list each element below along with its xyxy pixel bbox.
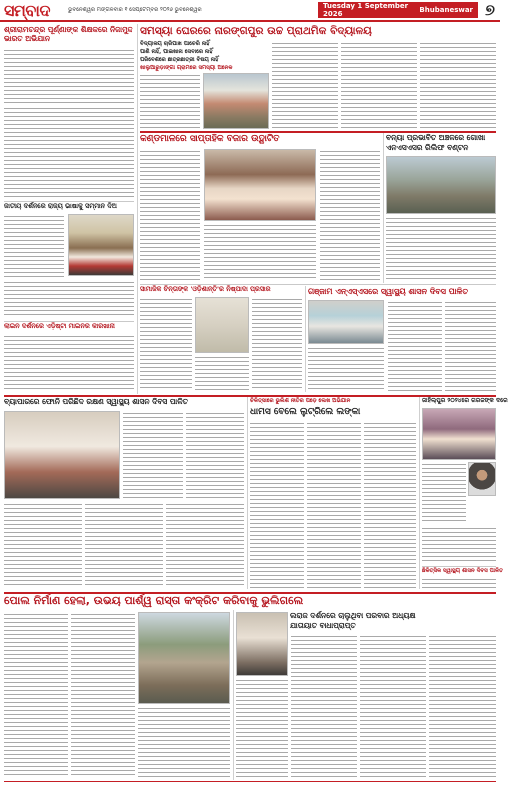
- left-top-body-2: [4, 106, 134, 198]
- bridge-photo: [138, 612, 230, 704]
- bridge-body-3: [138, 706, 230, 778]
- market-body-2: [204, 223, 316, 281]
- assembly-headline: ଜାହିଲ୍ପୁର ୨୦୨୪ରେ ଗରଜଙ୍କ ଦରେ: [422, 397, 508, 404]
- rescue-body-3: [364, 421, 416, 589]
- rescue-body-2: [307, 421, 361, 589]
- business-headline: ବ୍ୟାପାରରେ ଫୋନି ପରିଛିଦ ରକ୍ଷଣ ସ୍ୱାସ୍ଥ୍ୟ ଶାସନ ଦିବସ ପାଳିତ: [4, 397, 189, 406]
- small-right-headline: ଛିକିତ୍ସିକ ସ୍ୱାସ୍ଥ୍ୟ ଶାସନ ଦିବସ ପାଳିତ: [422, 568, 503, 574]
- flood-body: [386, 216, 496, 282]
- left-top-body: [4, 48, 134, 104]
- masthead: [0, 0, 500, 22]
- person-photo: [468, 462, 496, 496]
- train-body-4: [429, 634, 496, 778]
- business-photo: [4, 411, 120, 499]
- market-body-3: [320, 149, 380, 281]
- left-mid-body-2: [4, 280, 134, 318]
- left-top-headline: ଶ୍ରୀରାମଚନ୍ଦ୍ର ପୂର୍ଣ୍ଣାଙ୍କ ଶିକ୍ଷକରେ ନିଜାମୁଦ୍ଦ ଭାରତ ଅଭିଯାନ: [4, 25, 133, 43]
- health-body-2: [388, 300, 442, 392]
- stage-photo: [422, 408, 496, 460]
- column-divider: [233, 610, 234, 780]
- clean-body-3: [195, 355, 249, 391]
- school-body-2: [272, 41, 338, 129]
- page-number: ୭: [485, 0, 495, 19]
- clean-headline: ସାମାଜିକ ଚିନ୍ତାଙ୍କ 'ଓଡ଼ିଶାନ୍ତି'ର ନିଷ୍ପାଦା ପ୍ରସାର: [140, 285, 271, 293]
- health-photo: [308, 300, 384, 344]
- school-subhead-1: ବିଦ୍ୟାଳୟ ଚାରିପାଖ ପାଚେରି ନାହିଁ: [140, 41, 210, 47]
- column-divider: [305, 286, 306, 392]
- clean-body-2: [252, 297, 302, 391]
- meeting-photo-left: [68, 214, 134, 276]
- flood-headline: ବନ୍ୟା ପ୍ରଭାବିତ ଅଞ୍ଚଳରେ ଗୋଖା: [386, 133, 486, 142]
- market-headline: କଣ୍ଡମାଳରେ ସାପ୍ତାହିକ ବଜାର ଉଦ୍ଘାଟିତ: [140, 134, 280, 144]
- rescue-headline: ଧାମସ ବେଲେ ଲୁଟ୍ରିଲେ ଲଙ୍କା: [250, 407, 361, 417]
- small-right-body: [422, 577, 496, 589]
- rescue-body-1: [250, 421, 304, 589]
- column-divider: [247, 397, 248, 589]
- train-photo: [236, 612, 288, 676]
- school-photo: [203, 73, 269, 129]
- rescue-kicker: ଚିକିତ୍ସାରେ ଭୁଲିଶ ନୀତିର ପଡ଼େ ଲେଖ ଅଭିଯାନ: [250, 398, 351, 404]
- clean-photo: [195, 297, 249, 353]
- school-subhead-2: ପାଣି ନାହିଁ, ପାଇଖାନା ସେବାରେ ନାହିଁ: [140, 49, 213, 55]
- school-byline: ଖାଲୁଆରୁଡ଼ାଙ୍ଗା ଗ୍ରାମରେ ସମସ୍ୟା ଅନେକ: [140, 65, 233, 71]
- business-body-3: [4, 502, 82, 588]
- assembly-body-2: [422, 526, 496, 564]
- school-body-3: [341, 41, 417, 129]
- school-subhead-3: ପରିବେଶରେ ଛାତ୍ରଛାତ୍ରୀ ବିଷୟ ନାହିଁ: [140, 57, 219, 63]
- business-body-1: [123, 411, 183, 499]
- assembly-body: [422, 462, 466, 524]
- left-low-body: [4, 334, 134, 392]
- flood-headline-2: ଏନଏସଏସର ରିଲିଫ ବଣ୍ଟନ: [386, 143, 469, 152]
- page-bottom-rule: [4, 781, 496, 782]
- health-body-1: [308, 346, 384, 392]
- issue-info: ଭୁବନେଶ୍ୱର ମଙ୍ଗଳବାର ୧ ସେପ୍ଟେମ୍ବର ୨୦୨୬ ଭୁବନେଶ୍ୱର: [68, 7, 202, 13]
- bridge-body-1: [4, 612, 68, 778]
- left-mid-headline: ଜାତୀୟ ଦର୍ଶନରେ ରାଜ୍ୟ ଭାଷାକୁ ସମ୍ମାନ ଦିଅ: [4, 202, 117, 210]
- date-strip: [318, 2, 478, 18]
- business-body-4: [85, 502, 163, 588]
- school-body-4: [420, 41, 496, 129]
- train-body-1: [236, 678, 288, 778]
- health-body-3: [445, 300, 496, 392]
- column-divider: [419, 397, 420, 589]
- city-english: Bhubaneswar: [419, 6, 473, 14]
- rule: [422, 566, 496, 567]
- school-body-1: [140, 73, 200, 129]
- left-mid-body: [4, 214, 64, 278]
- train-headline-2: ଯାତାୟାତ ବାଧାପ୍ରାପ୍ତ: [290, 621, 356, 630]
- market-body-1: [140, 149, 200, 281]
- bridge-body-2: [71, 612, 135, 778]
- column-divider: [137, 24, 138, 394]
- market-photo: [204, 149, 316, 221]
- flood-photo: [386, 156, 496, 214]
- health-headline: ଗଞ୍ଜାମ ଏନ୍ଏସ୍‌ଏସରେ ସ୍ୱାସ୍ଥ୍ୟ ଶାସନ ଦିବସ ପାଳିତ: [308, 287, 469, 296]
- column-divider: [383, 133, 384, 283]
- school-headline: ସମସ୍ୟା ଘେରରେ ନାରଙ୍ଗପୁର ଉଚ୍ଚ ପ୍ରାଥମିକ ବିଦ୍ୟାଳୟ: [140, 25, 372, 37]
- newspaper-logo: ସମ୍ବାଦ: [4, 1, 50, 20]
- clean-body-1: [140, 297, 192, 391]
- train-body-3: [360, 634, 426, 778]
- left-low-headline: ଲାଇନ ଦର୍ଶନରେ ଏଡ଼ିଷ୍ଟା ମାଇନର କାରଖାନା: [4, 322, 115, 330]
- business-body-2: [186, 411, 244, 499]
- date-english: Tuesday 1 September 2026: [323, 2, 409, 18]
- train-body-2: [291, 634, 357, 778]
- train-headline: ଲରାଜ ଦର୍ଶନରେ ଚାଲୁଥିବା ପରବାର ଅଧ୍ୟକ୍ଷ: [290, 611, 416, 620]
- bridge-headline: ପୋଲ ନିର୍ମାଣ ହେଲା, ଉଭୟ ପାର୍ଶ୍ୱ ରାସ୍ତା କଂକ୍ରିଟ କରିବାକୁ ଭୁଲିଗଲେ: [4, 594, 304, 607]
- business-body-5: [166, 502, 244, 588]
